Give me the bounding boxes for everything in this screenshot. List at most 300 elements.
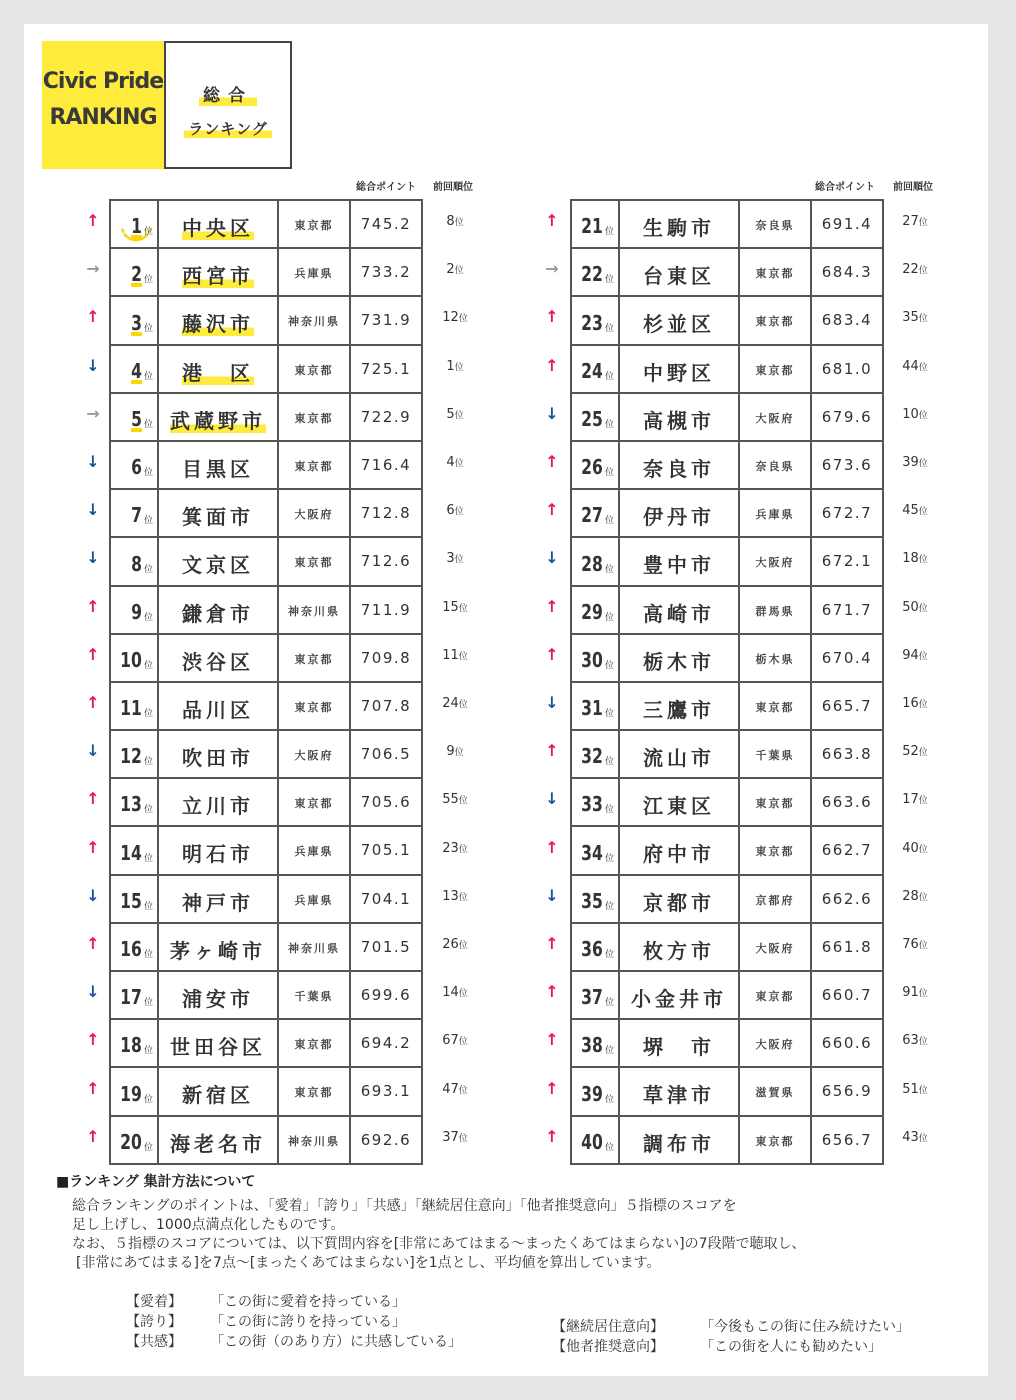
rank-number: 25 xyxy=(581,406,603,431)
prefecture-name: 大阪府 xyxy=(755,1038,795,1052)
trend-up-icon: ↑ xyxy=(86,934,100,953)
total-points: 722.9 xyxy=(360,407,412,426)
city-name xyxy=(159,1079,277,1108)
previous-rank-suffix: 位 xyxy=(458,1133,468,1144)
city-cell xyxy=(620,346,740,394)
city-cell xyxy=(159,490,279,538)
rank-suffix: 位 xyxy=(143,805,153,816)
prefecture-name: 京都府 xyxy=(755,893,795,907)
previous-rank xyxy=(424,1082,486,1097)
score-cell xyxy=(812,779,884,827)
score-cell xyxy=(351,876,423,924)
trend-up-icon: ↑ xyxy=(545,1030,559,1050)
rank-number: 17 xyxy=(120,985,142,1010)
trend-down-icon: ↓ xyxy=(86,982,100,1002)
rank-suffix: 位 xyxy=(604,805,614,816)
ranking-row xyxy=(111,635,423,683)
city-name xyxy=(159,501,277,530)
score-cell xyxy=(812,1117,884,1165)
rank-number: 24 xyxy=(581,358,603,383)
previous-rank xyxy=(884,1130,946,1145)
city-name xyxy=(159,742,277,771)
city-name-text: 小金井市 xyxy=(631,987,727,1011)
city-cell xyxy=(620,635,740,683)
rank-suffix: 位 xyxy=(143,371,153,382)
score-cell xyxy=(812,924,884,972)
previous-rank xyxy=(424,310,486,325)
previous-rank-number: 76 xyxy=(902,937,919,952)
previous-rank-number: 45 xyxy=(902,503,919,519)
rank-number: 1 xyxy=(131,214,142,239)
trend-up-icon: ↑ xyxy=(86,1030,100,1050)
total-points: 701.5 xyxy=(360,937,412,956)
trend-up-icon: ↑ xyxy=(545,741,559,761)
rank-cell xyxy=(111,394,159,442)
rank-suffix: 位 xyxy=(143,757,153,768)
previous-rank xyxy=(424,985,486,1000)
prefecture-cell xyxy=(279,635,351,683)
city-name-text: 港 区 xyxy=(182,360,254,385)
trend-down-icon: ↓ xyxy=(545,789,559,809)
previous-rank-number: 35 xyxy=(902,310,919,326)
previous-rank-suffix: 位 xyxy=(458,892,468,903)
rank-suffix: 位 xyxy=(143,612,153,623)
previous-rank-number: 23 xyxy=(442,840,459,856)
prefecture-name: 東京都 xyxy=(294,556,334,570)
city-cell xyxy=(620,538,740,586)
city-cell xyxy=(159,635,279,683)
score-cell xyxy=(351,1020,423,1068)
prefecture-name: 兵庫県 xyxy=(294,267,334,281)
rank-suffix: 位 xyxy=(604,371,614,382)
question-label: 【誇り】 xyxy=(126,1314,182,1330)
city-cell xyxy=(620,490,740,538)
city-cell xyxy=(620,972,740,1020)
total-points: 725.1 xyxy=(360,359,412,378)
previous-rank-number: 14 xyxy=(442,985,459,1001)
rank-number: 33 xyxy=(581,792,603,817)
prefecture-name: 東京都 xyxy=(294,797,334,811)
city-name-text: 茅ヶ崎市 xyxy=(170,938,266,963)
rank-suffix: 位 xyxy=(143,901,153,912)
total-points: 665.7 xyxy=(821,696,873,715)
rank-number: 39 xyxy=(581,1081,603,1106)
method-line: 総合ランキングのポイントは、「愛着」「誇り」「共感」「継続居住意向」「他者推奨意向」５指標のスコアを xyxy=(72,1198,737,1214)
trend-up-icon: ↑ xyxy=(86,1126,100,1146)
rank-suffix: 位 xyxy=(143,564,153,575)
prefecture-name: 東京都 xyxy=(294,652,334,666)
rank-cell xyxy=(572,201,620,249)
previous-rank xyxy=(424,648,486,663)
city-name xyxy=(620,549,738,578)
score-cell xyxy=(812,683,884,731)
previous-rank-suffix: 位 xyxy=(918,266,928,277)
previous-rank-suffix: 位 xyxy=(454,507,464,518)
ranking-row xyxy=(111,827,423,875)
previous-rank-number: 27 xyxy=(902,214,919,229)
previous-rank-number: 10 xyxy=(902,406,919,422)
total-points: 673.6 xyxy=(821,455,873,474)
previous-rank-suffix: 位 xyxy=(918,700,928,710)
prefecture-cell xyxy=(740,635,812,683)
trend-down-icon: ↓ xyxy=(545,403,559,423)
score-cell xyxy=(812,972,884,1020)
previous-rank xyxy=(884,648,946,663)
prefecture-name: 大阪府 xyxy=(294,508,334,522)
ranking-row xyxy=(111,538,423,586)
previous-rank-number: 52 xyxy=(902,744,919,760)
rank-number: 18 xyxy=(120,1033,142,1058)
previous-rank-number: 8 xyxy=(446,214,455,229)
trend-up-icon: ↑ xyxy=(545,934,559,953)
ranking-row xyxy=(111,394,423,442)
score-cell xyxy=(812,442,884,490)
previous-rank xyxy=(884,1033,946,1048)
city-name xyxy=(159,983,277,1012)
total-points: 712.8 xyxy=(360,504,412,523)
ranking-row xyxy=(111,1020,423,1068)
ranking-row xyxy=(111,490,423,538)
previous-rank-suffix: 位 xyxy=(458,1085,468,1096)
prefecture-cell xyxy=(740,297,812,345)
previous-rank-number: 6 xyxy=(446,503,455,519)
ranking-row xyxy=(111,442,423,490)
previous-rank xyxy=(424,359,486,374)
method-line: [非常にあてはまる]を7点〜[まったくあてはまらない]を1点とし、平均値を算出しています。 xyxy=(76,1255,661,1271)
score-cell xyxy=(351,1117,423,1165)
rank-suffix: 位 xyxy=(143,950,153,960)
city-name xyxy=(159,838,277,867)
prefecture-cell xyxy=(279,1068,351,1116)
question-text: 「この街（のあり方）に共感している」 xyxy=(210,1334,462,1350)
city-name-text: 世田谷区 xyxy=(170,1035,266,1060)
rank-number: 28 xyxy=(581,551,603,576)
prefecture-cell xyxy=(740,876,812,924)
previous-rank xyxy=(884,841,946,856)
city-name-text: 神戸市 xyxy=(182,890,254,915)
prefecture-name: 兵庫県 xyxy=(755,508,795,522)
ranking-row xyxy=(111,731,423,779)
rank-suffix: 位 xyxy=(604,660,614,671)
prefecture-name: 神奈川県 xyxy=(288,604,340,618)
city-name xyxy=(159,308,277,337)
city-name-text: 明石市 xyxy=(182,842,254,867)
trend-up-icon: ↑ xyxy=(545,982,559,1002)
rank-number: 19 xyxy=(120,1081,142,1106)
prefecture-cell xyxy=(279,538,351,586)
city-cell xyxy=(159,731,279,779)
prefecture-cell xyxy=(279,731,351,779)
previous-rank xyxy=(884,600,946,615)
prefecture-cell xyxy=(279,201,351,249)
previous-rank-suffix: 位 xyxy=(918,459,928,469)
rank-suffix: 位 xyxy=(604,1142,614,1153)
city-name xyxy=(620,646,738,675)
ranking-row xyxy=(572,538,884,586)
trend-down-icon: ↓ xyxy=(86,885,100,905)
rank-number: 22 xyxy=(581,262,603,287)
score-cell xyxy=(351,587,423,635)
ranking-row xyxy=(572,1117,884,1165)
rank-suffix: 位 xyxy=(604,950,614,960)
previous-rank-number: 17 xyxy=(902,792,919,808)
rank-cell xyxy=(572,587,620,635)
previous-rank-number: 13 xyxy=(442,888,459,904)
rank-cell xyxy=(111,1117,159,1165)
previous-rank-number: 9 xyxy=(446,744,455,760)
city-name-text: 中央区 xyxy=(182,216,254,240)
total-points: 679.6 xyxy=(821,407,873,426)
rank-suffix: 位 xyxy=(604,227,614,238)
question-text: 「今後もこの街に住み続けたい」 xyxy=(700,1319,910,1335)
prefecture-cell xyxy=(279,297,351,345)
total-points: 662.7 xyxy=(821,841,873,860)
score-cell xyxy=(812,731,884,779)
city-cell xyxy=(159,1020,279,1068)
prefecture-cell xyxy=(740,249,812,297)
rank-number: 31 xyxy=(581,696,603,721)
city-cell xyxy=(620,442,740,490)
previous-rank-number: 37 xyxy=(442,1129,459,1145)
prefecture-name: 大阪府 xyxy=(294,749,334,763)
city-cell xyxy=(159,442,279,490)
prefecture-name: 奈良県 xyxy=(755,219,795,232)
city-name xyxy=(620,405,738,434)
city-name-text: 京都市 xyxy=(643,890,715,915)
city-name-text: 武蔵野市 xyxy=(170,408,266,433)
prefecture-name: 東京都 xyxy=(755,1134,795,1148)
ranking-row xyxy=(572,635,884,683)
city-name-text: 豊中市 xyxy=(643,553,715,578)
rank-number: 15 xyxy=(120,888,142,913)
method-description xyxy=(72,1197,972,1273)
prefecture-cell xyxy=(740,779,812,827)
total-points: 704.1 xyxy=(360,889,412,908)
rank-number: 32 xyxy=(581,744,603,769)
previous-rank-number: 39 xyxy=(902,455,919,470)
prefecture-cell xyxy=(279,249,351,297)
city-name xyxy=(620,357,738,386)
logo-line-2: RANKING xyxy=(49,105,157,130)
previous-rank-number: 43 xyxy=(902,1129,919,1145)
rank-cell xyxy=(111,779,159,827)
city-name xyxy=(159,935,277,964)
previous-rank xyxy=(424,792,486,807)
trend-same-icon: → xyxy=(86,259,100,279)
city-name xyxy=(620,1031,738,1060)
city-name-text: 海老名市 xyxy=(170,1131,266,1156)
rank-suffix: 位 xyxy=(143,998,153,1009)
previous-rank xyxy=(884,359,946,374)
trend-up-icon: ↑ xyxy=(86,644,100,664)
city-cell xyxy=(620,924,740,972)
rank-cell xyxy=(111,731,159,779)
previous-rank-suffix: 位 xyxy=(454,218,464,228)
trend-up-icon: ↑ xyxy=(545,500,559,520)
prefecture-name: 東京都 xyxy=(294,1086,334,1100)
city-name-text: 調布市 xyxy=(643,1131,715,1156)
previous-rank-suffix: 位 xyxy=(918,218,928,228)
city-cell xyxy=(159,1117,279,1165)
previous-rank-number: 18 xyxy=(902,551,919,567)
question-text: 「この街に愛着を持っている」 xyxy=(210,1294,406,1310)
previous-rank-suffix: 位 xyxy=(454,362,464,373)
previous-rank-suffix: 位 xyxy=(458,651,468,662)
prefecture-name: 大阪府 xyxy=(755,411,795,425)
rank-cell xyxy=(572,683,620,731)
score-cell xyxy=(351,635,423,683)
city-name xyxy=(620,501,738,530)
rank-cell xyxy=(111,297,159,345)
city-cell xyxy=(159,297,279,345)
previous-rank xyxy=(424,551,486,566)
previous-rank xyxy=(884,792,946,807)
score-cell xyxy=(812,346,884,394)
total-points: 731.9 xyxy=(360,311,412,330)
city-cell xyxy=(159,538,279,586)
total-points: 663.6 xyxy=(821,793,873,812)
city-name-text: 流山市 xyxy=(643,746,715,771)
score-cell xyxy=(351,201,423,249)
previous-rank-number: 2 xyxy=(446,262,455,278)
rank-suffix: 位 xyxy=(143,468,153,479)
city-name-text: 高槻市 xyxy=(643,408,715,433)
rank-number: 13 xyxy=(120,792,142,817)
rank-suffix: 位 xyxy=(604,564,614,575)
previous-rank-suffix: 位 xyxy=(458,1037,468,1048)
ranking-row xyxy=(111,346,423,394)
city-name-text: 浦安市 xyxy=(182,987,254,1011)
score-cell xyxy=(351,779,423,827)
prefecture-cell xyxy=(279,490,351,538)
trend-up-icon: ↑ xyxy=(86,837,100,857)
trend-up-icon: ↑ xyxy=(545,1126,559,1146)
city-name-text: 渋谷区 xyxy=(182,649,254,674)
city-name xyxy=(620,308,738,337)
previous-rank-suffix: 位 xyxy=(918,892,928,903)
city-name xyxy=(620,983,738,1012)
rank-cell xyxy=(572,1117,620,1165)
ranking-row xyxy=(572,346,884,394)
previous-rank-number: 11 xyxy=(442,647,459,663)
ranking-row xyxy=(572,972,884,1020)
rank-suffix: 位 xyxy=(143,323,153,334)
ranking-row xyxy=(111,972,423,1020)
prefecture-cell xyxy=(740,1117,812,1165)
logo-line-1: Civic Pride xyxy=(42,69,164,94)
previous-rank xyxy=(424,455,486,470)
rank-number: 38 xyxy=(581,1033,603,1058)
city-name-text: 西宮市 xyxy=(182,264,254,289)
rank-number: 14 xyxy=(120,840,142,865)
score-cell xyxy=(812,538,884,586)
rank-cell xyxy=(111,442,159,490)
rank-number: 34 xyxy=(581,840,603,865)
city-name-text: 草津市 xyxy=(643,1083,715,1108)
total-points: 692.6 xyxy=(360,1130,412,1149)
trend-down-icon: ↓ xyxy=(86,452,100,471)
rank-number: 4 xyxy=(131,358,142,383)
city-name-text: 伊丹市 xyxy=(643,505,715,530)
total-points: 661.8 xyxy=(821,937,873,956)
ranking-row xyxy=(111,876,423,924)
prefecture-name: 東京都 xyxy=(294,219,334,232)
total-points: 712.6 xyxy=(360,552,412,571)
ranking-row xyxy=(572,1020,884,1068)
prefecture-cell xyxy=(279,442,351,490)
prefecture-name: 東京都 xyxy=(294,1038,334,1052)
rank-cell xyxy=(572,1020,620,1068)
prefecture-name: 兵庫県 xyxy=(294,893,334,907)
city-cell xyxy=(159,1068,279,1116)
rank-number: 10 xyxy=(120,647,142,672)
city-name xyxy=(159,357,277,386)
total-points: 656.7 xyxy=(821,1130,873,1149)
city-name xyxy=(159,260,277,289)
previous-rank-number: 51 xyxy=(902,1081,919,1097)
city-name xyxy=(159,1031,277,1060)
total-points: 663.8 xyxy=(821,745,873,764)
score-cell xyxy=(812,394,884,442)
previous-header-left: 前回順位 xyxy=(433,182,473,193)
score-cell xyxy=(812,876,884,924)
question-label: 【共感】 xyxy=(126,1334,182,1350)
city-name-text: 杉並区 xyxy=(643,312,715,337)
city-name xyxy=(159,790,277,819)
previous-rank xyxy=(424,744,486,759)
city-cell xyxy=(620,731,740,779)
rank-suffix: 位 xyxy=(143,1094,153,1105)
previous-rank xyxy=(884,214,946,229)
city-name xyxy=(159,694,277,723)
rank-suffix: 位 xyxy=(604,998,614,1009)
prefecture-cell xyxy=(740,201,812,249)
previous-rank-number: 28 xyxy=(902,888,919,904)
prefecture-name: 東京都 xyxy=(755,845,795,859)
method-line: なお、５指標のスコアについては、以下質問内容を[非常にあてはまる〜まったくあてはまらない]の7段階で聴取し、 xyxy=(72,1236,806,1252)
prefecture-cell xyxy=(279,346,351,394)
score-cell xyxy=(351,1068,423,1116)
previous-rank xyxy=(424,407,486,422)
previous-rank-suffix: 位 xyxy=(454,266,464,277)
prefecture-name: 栃木県 xyxy=(755,652,795,666)
rank-suffix: 位 xyxy=(143,516,153,527)
rank-suffix: 位 xyxy=(604,468,614,479)
rank-cell xyxy=(111,1020,159,1068)
total-points: 699.6 xyxy=(360,986,412,1004)
score-cell xyxy=(351,442,423,490)
previous-rank-number: 94 xyxy=(902,647,919,663)
previous-rank-suffix: 位 xyxy=(458,603,468,614)
city-name xyxy=(620,887,738,916)
rank-cell xyxy=(111,1068,159,1116)
previous-rank-suffix: 位 xyxy=(918,410,928,421)
previous-rank-suffix: 位 xyxy=(918,989,928,1000)
rank-suffix: 位 xyxy=(604,901,614,912)
rank-number: 11 xyxy=(120,696,142,721)
previous-rank xyxy=(884,455,946,470)
ranking-row xyxy=(572,683,884,731)
trend-up-icon: ↑ xyxy=(86,1078,100,1098)
points-header-right: 総合ポイント xyxy=(815,182,875,193)
city-name-text: 吹田市 xyxy=(182,746,254,771)
trend-down-icon: ↓ xyxy=(86,741,100,761)
trend-up-icon: ↑ xyxy=(545,644,559,664)
prefecture-name: 東京都 xyxy=(755,990,795,1003)
rank-cell xyxy=(572,1068,620,1116)
trend-down-icon: ↓ xyxy=(86,500,100,520)
ranking-row xyxy=(572,827,884,875)
